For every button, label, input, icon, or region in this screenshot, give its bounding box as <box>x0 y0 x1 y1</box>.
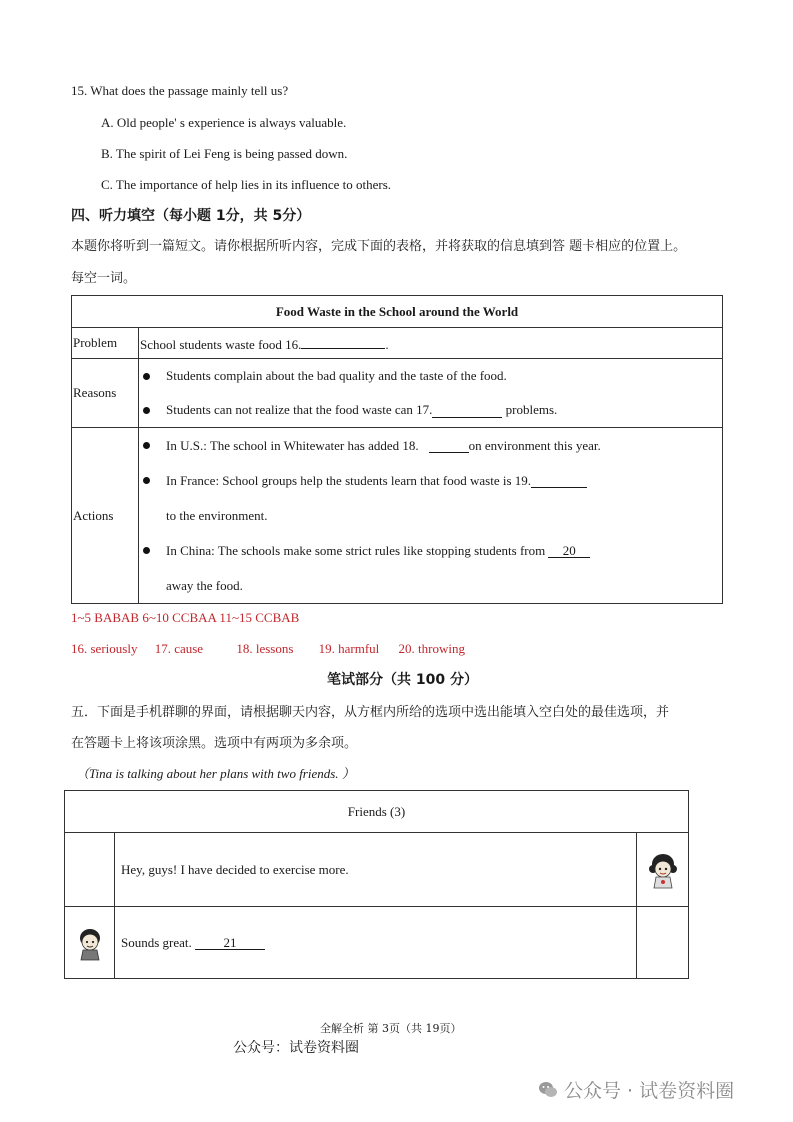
listening-table <box>71 295 723 604</box>
reason-2-text-a: Students can not realize that the food waste can 17. <box>166 402 433 417</box>
actions-label: Actions <box>72 428 139 604</box>
answer-blank-21[interactable]: 21 <box>195 935 265 950</box>
bullet-icon <box>143 477 150 484</box>
question-15-option-b: B. The spirit of Lei Feng is being passed down. <box>101 146 348 161</box>
chat-avatar-left <box>65 907 115 979</box>
chat-avatar-right-empty <box>637 907 689 979</box>
question-15-stem: 15. What does the passage mainly tell us? <box>71 83 289 98</box>
watermark-text: 公众号 · 试卷资料圈 <box>564 1080 735 1102</box>
girl-avatar-icon <box>645 850 681 890</box>
reason-2-text-b: problems. <box>502 402 558 417</box>
action-2-text-a: In France: School groups help the students learn that food waste is 19. <box>166 472 532 488</box>
chat-avatar-right <box>637 833 689 907</box>
answer-blank-20[interactable]: 20 <box>548 543 590 558</box>
question-15-option-c: C. The importance of help lies in its influence to others. <box>101 177 392 192</box>
problem-end: . <box>385 336 389 352</box>
action-item-3 <box>139 533 722 568</box>
section-4-instruction-2: 每空一词。 <box>71 271 137 286</box>
page-footer: 全解全析 第 3页（共 19页） <box>320 1022 462 1035</box>
action-1-text-a: In U.S.: The school in Whitewater has added 18. <box>166 437 419 453</box>
section-4-instruction-1: 本题你将听到一篇短文。请你根据所听内容，完成下面的表格，并将获取的信息填到答 题卡相应的位置上。 <box>71 239 687 254</box>
chat-header: Friends (3) <box>65 791 689 833</box>
answer-18: 18. lessons <box>236 641 294 656</box>
answer-key-line-2 <box>71 640 465 658</box>
section-5-line-1: 五．下面是手机群聊的界面，请根据聊天内容，从方框内所给的选项中选出能填入空白处的最佳选项，并 <box>71 705 670 720</box>
written-part-heading: 笔试部分（共 100 分） <box>327 672 478 688</box>
bullet-icon <box>143 373 150 380</box>
chat-avatar-left-empty <box>65 833 115 907</box>
reason-1-text: Students complain about the bad quality and the taste of the food. <box>166 368 507 383</box>
reasons-label: Reasons <box>72 359 139 428</box>
answer-20: 20. throwing <box>398 641 465 656</box>
section-5-line-2: 在答题卡上将该项涂黑。选项中有两项为多余项。 <box>71 736 358 751</box>
watermark <box>538 1076 734 1103</box>
wechat-icon <box>538 1081 558 1099</box>
chat-message-2-text: Sounds great. <box>121 934 196 950</box>
bullet-icon <box>143 407 150 414</box>
chat-table <box>64 790 689 979</box>
chat-message-1: Hey, guys! I have decided to exercise more. <box>115 833 637 907</box>
action-3-text-a: In China: The schools make some strict rules like stopping students from <box>166 542 546 558</box>
action-1-text-b: on environment this year. <box>468 437 601 453</box>
question-15-option-a: A. Old people' s experience is always valuable. <box>101 115 347 130</box>
answer-blank-16[interactable] <box>301 334 385 349</box>
reasons-cell <box>139 359 723 428</box>
problem-label: Problem <box>72 328 139 359</box>
listening-table-title: Food Waste in the School around the World <box>72 296 723 328</box>
answer-17: 17. cause <box>154 641 204 656</box>
answer-blank-17[interactable] <box>432 403 502 418</box>
action-item-2 <box>139 463 722 498</box>
section-4-heading: 四、听力填空（每小题 1分，共 5分） <box>71 208 311 224</box>
answer-19: 19. harmful <box>318 641 380 656</box>
public-account-label: 公众号：试卷资料圈 <box>233 1040 359 1056</box>
answer-blank-19[interactable] <box>531 473 587 488</box>
answer-blank-18[interactable] <box>429 438 469 453</box>
chat-message-2 <box>115 907 637 979</box>
answer-key-line-1: 1~5 BABAB 6~10 CCBAA 11~15 CCBAB <box>71 610 300 625</box>
problem-text: School students waste food 16. <box>140 336 302 352</box>
problem-cell <box>139 328 723 359</box>
boy-avatar-icon <box>75 925 105 961</box>
action-item-1 <box>139 428 722 463</box>
action-2-text-b: to the environment. <box>166 507 268 523</box>
action-3-text-b: away the food. <box>166 577 243 593</box>
action-item-2-cont <box>139 498 722 533</box>
reason-item-1 <box>139 359 722 393</box>
action-item-3-cont <box>139 568 722 603</box>
bullet-icon <box>143 547 150 554</box>
bullet-icon <box>143 442 150 449</box>
reason-item-2 <box>139 393 722 427</box>
section-5-context: （Tina is talking about her plans with two friends. ） <box>76 766 355 781</box>
actions-cell <box>139 428 723 604</box>
answer-16: 16. seriously <box>71 641 138 656</box>
